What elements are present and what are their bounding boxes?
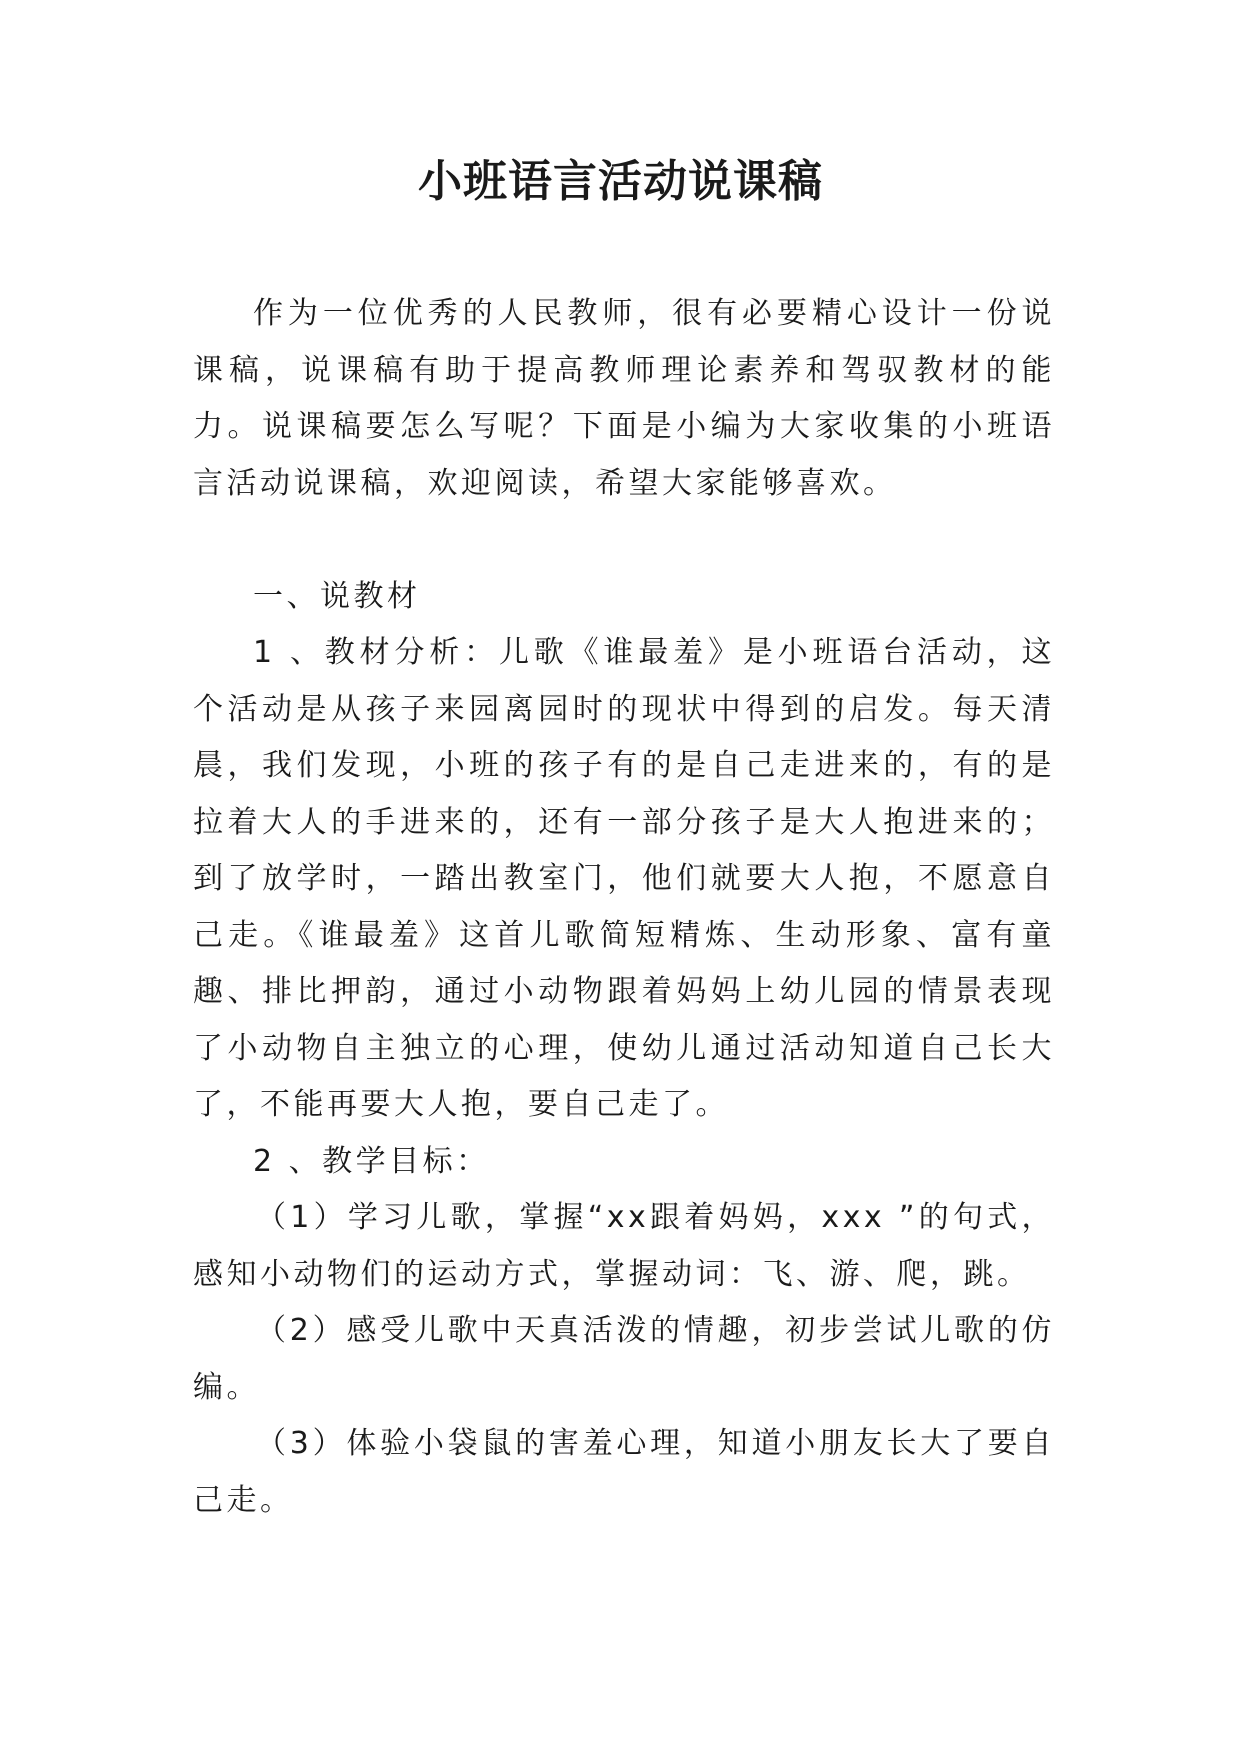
section-heading-textbook: 一、说教材 bbox=[253, 578, 421, 614]
teaching-goals-heading: 2 、教学目标： bbox=[253, 1143, 490, 1179]
document-body bbox=[193, 286, 1055, 1529]
intro-paragraph: 作为一位优秀的人民教师，很有必要精心设计一份说课稿，说课稿有助于提高教师理论素养和驾驭教材的能力。说课稿要怎么写呢？下面是小编为大家收集的小班语言活动说课稿，欢迎阅读，希望大家能够喜欢。 bbox=[193, 296, 1055, 501]
document-title: 小班语言活动说课稿 bbox=[418, 156, 823, 207]
goal-item-2: （2）感受儿歌中天真活泼的情趣，初步尝试儿歌的仿编。 bbox=[193, 1313, 1055, 1405]
goal-item-1: （1）学习儿歌，掌握“xx跟着妈妈，xxx ”的句式，感知小动物们的运动方式，掌握动词：飞、游、爬，跳。 bbox=[193, 1200, 1055, 1292]
goal-item-3: （3）体验小袋鼠的害羞心理，知道小朋友长大了要自己走。 bbox=[193, 1426, 1055, 1518]
textbook-analysis-paragraph: 1 、教材分析：儿歌《谁最羞》是小班语台活动，这个活动是从孩子来园离园时的现状中得到的启发。每天清晨，我们发现，小班的孩子有的是自己走进来的，有的是拉着大人的手进来的，还有一部分孩子是大人抱进来的；到了放学时，一踏出教室门，他们就要大人抱，不愿意自己走。《谁最羞》这首儿歌简短精炼、生动形象、富有童趣、排比押韵，通过小动物跟着妈妈上幼儿园的情景表现了小动物自主独立的心理，使幼儿通过活动知道自己长大了，不能再要大人抱，要自己走了。 bbox=[193, 635, 1055, 1122]
